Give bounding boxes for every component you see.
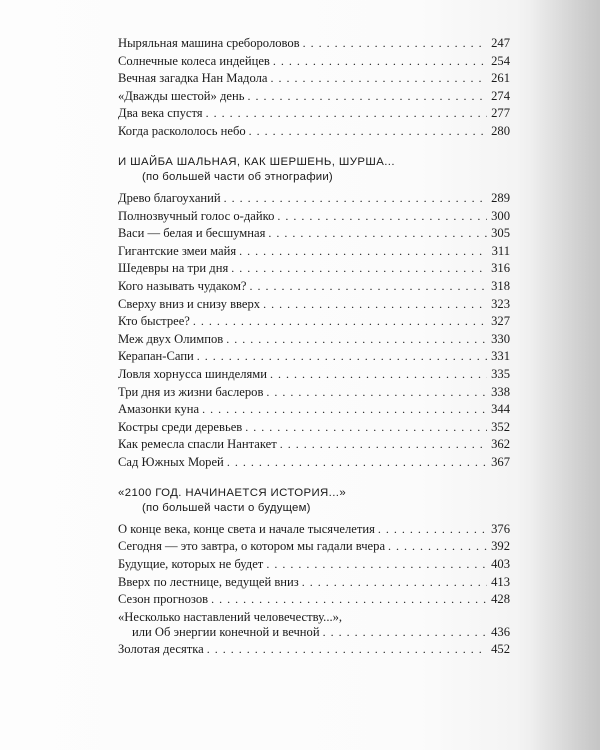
- toc-entry-title: Кто быстрее?: [118, 314, 190, 329]
- leader-dots: [231, 261, 487, 276]
- toc-entry-title-line1: «Несколько наставлений человечеству...»,: [118, 609, 343, 624]
- leader-dots: [303, 36, 487, 51]
- leader-dots: [268, 226, 487, 241]
- toc-entry: [118, 592, 510, 607]
- toc-entry-title: Вечная загадка Нан Мадола: [118, 71, 268, 86]
- toc-entry-title: Шедевры на три дня: [118, 261, 229, 276]
- leader-dots: [302, 575, 487, 590]
- leader-dots: [211, 592, 487, 607]
- toc-entry: [118, 54, 510, 69]
- toc-group-1: [118, 36, 510, 139]
- toc-entry-title: Ловля хорнусса шинделями: [118, 366, 268, 381]
- leader-dots: [270, 367, 487, 382]
- leader-dots: [266, 557, 487, 572]
- toc-entry: [118, 539, 510, 554]
- toc-entry: [118, 420, 510, 435]
- toc-entry-title: Амазонки куна: [118, 402, 200, 417]
- toc-entry-page: 376: [491, 521, 510, 536]
- toc-entry-page: 300: [491, 208, 510, 223]
- toc-entry: [118, 226, 510, 241]
- toc-entry-title: Сверху вниз и снизу вверх: [118, 296, 261, 311]
- toc-entry: [118, 349, 510, 364]
- toc-entry-title: Сад Южных Морей: [118, 454, 224, 469]
- toc-entry-page: 436: [491, 624, 510, 639]
- toc-entry-page: 344: [491, 402, 510, 417]
- toc-entry-page: 413: [491, 574, 510, 589]
- leader-dots: [249, 124, 487, 139]
- toc-group-3: [118, 522, 510, 658]
- toc-entry-page: 305: [491, 226, 510, 241]
- toc-entry-page: 338: [491, 384, 510, 399]
- toc-entry-title: Кого называть чудаком?: [118, 278, 247, 293]
- toc-entry-page: 277: [491, 106, 510, 121]
- leader-dots: [193, 314, 487, 329]
- toc-entry: [118, 71, 510, 86]
- toc-entry-title: Гигантские змеи майя: [118, 243, 237, 258]
- toc-entry: [118, 89, 510, 104]
- toc-entry: [118, 261, 510, 276]
- toc-entry-page: 261: [491, 71, 510, 86]
- toc-entry-page: 280: [491, 123, 510, 138]
- leader-dots: [277, 209, 487, 224]
- toc-entry-title: Когда раскололось небо: [118, 123, 246, 138]
- section-subtitle: (по большей части об этнографии): [142, 170, 333, 183]
- toc-entry: [118, 124, 510, 139]
- toc-entry-page: 323: [491, 296, 510, 311]
- toc-entry-title: Будущие, которых не будет: [118, 557, 264, 572]
- toc-entry-title: Васи — белая и бесшумная: [118, 226, 266, 241]
- toc-entry: [118, 402, 510, 417]
- toc-entry: [118, 191, 510, 206]
- section-heading-future: [118, 486, 510, 516]
- toc-entry-title: Меж двух Олимпов: [118, 331, 224, 346]
- leader-dots: [245, 420, 487, 435]
- leader-dots: [206, 106, 487, 121]
- leader-dots: [280, 437, 487, 452]
- leader-dots: [388, 539, 487, 554]
- toc-entry-page: 274: [491, 88, 510, 103]
- toc-entry: [118, 36, 510, 51]
- leader-dots: [227, 455, 487, 470]
- toc-entry: [118, 522, 510, 537]
- leader-dots: [239, 244, 487, 259]
- toc-entry-page: 428: [491, 592, 510, 607]
- toc-entry-page: 311: [491, 243, 510, 258]
- toc-entry-title: Полнозвучный голос о-дайко: [118, 208, 275, 223]
- toc-entry: [118, 437, 510, 452]
- section-title: И ШАЙБА ШАЛЬНАЯ, КАК ШЕРШЕНЬ, ШУРША...: [118, 155, 395, 168]
- leader-dots: [270, 71, 487, 86]
- toc-entry-page: 403: [491, 557, 510, 572]
- toc-entry-title: «Дважды шестой» день: [118, 88, 245, 103]
- leader-dots: [224, 191, 487, 206]
- leader-dots: [247, 89, 487, 104]
- toc-entry-page: 247: [491, 36, 510, 50]
- leader-dots: [266, 385, 487, 400]
- section-title: «2100 ГОД. НАЧИНАЕТСЯ ИСТОРИЯ...»: [118, 486, 347, 499]
- leader-dots: [197, 349, 487, 364]
- toc-entry-title: Ныряльная машина сребороловов: [118, 36, 300, 50]
- toc-entry-title: Солнечные колеса индейцев: [118, 53, 270, 68]
- toc-entry-page: 392: [491, 539, 510, 554]
- toc-entry: [118, 244, 510, 259]
- toc-entry-page: 352: [491, 419, 510, 434]
- toc-entry: [118, 642, 510, 657]
- toc-entry: [118, 367, 510, 382]
- toc-entry: [118, 332, 510, 347]
- leader-dots: [323, 625, 487, 640]
- toc-entry-page: 318: [491, 278, 510, 293]
- toc-entry-line2-row: [118, 625, 510, 640]
- toc-entry-page: 335: [491, 366, 510, 381]
- table-of-contents: [118, 36, 510, 660]
- leader-dots: [202, 402, 487, 417]
- toc-entry: [118, 106, 510, 121]
- leader-dots: [226, 332, 487, 347]
- toc-entry-title: Костры среди деревьев: [118, 419, 243, 434]
- toc-entry-title: Керапан-Сапи: [118, 349, 194, 364]
- toc-entry: [118, 279, 510, 294]
- toc-entry: [118, 455, 510, 470]
- leader-dots: [273, 54, 487, 69]
- toc-entry-title: Два века спустя: [118, 106, 203, 121]
- toc-entry-title: Как ремесла спасли Нантакет: [118, 437, 277, 452]
- toc-entry: [118, 314, 510, 329]
- toc-group-2: [118, 191, 510, 470]
- toc-entry: [118, 557, 510, 572]
- leader-dots: [250, 279, 487, 294]
- toc-entry-title: Золотая десятка: [118, 642, 204, 657]
- toc-entry-title: Древо благоуханий: [118, 190, 221, 205]
- toc-entry-page: 316: [491, 261, 510, 276]
- toc-entry-title: Три дня из жизни баслеров: [118, 384, 264, 399]
- toc-entry-title: О конце века, конце света и начале тысячелетия: [118, 521, 375, 536]
- section-heading-ethnography: [118, 155, 510, 185]
- leader-dots: [378, 522, 487, 537]
- leader-dots: [207, 642, 487, 657]
- toc-entry-title-line2: или Об энергии конечной и вечной: [132, 624, 320, 639]
- leader-dots: [263, 297, 487, 312]
- toc-entry-page: 362: [491, 437, 510, 452]
- toc-entry-page: 331: [491, 349, 510, 364]
- toc-entry-page: 330: [491, 331, 510, 346]
- toc-entry-page: 367: [491, 454, 510, 469]
- toc-entry-title: Сегодня — это завтра, о котором мы гадали вчера: [118, 539, 386, 554]
- toc-entry-title: Вверх по лестнице, ведущей вниз: [118, 574, 299, 589]
- toc-entry-title: Сезон прогнозов: [118, 592, 209, 607]
- section-subtitle: (по большей части о будущем): [142, 501, 311, 514]
- toc-entry: [118, 297, 510, 312]
- toc-entry-page: 327: [491, 314, 510, 329]
- toc-entry-page: 289: [491, 190, 510, 205]
- toc-entry: [118, 209, 510, 224]
- toc-entry-page: 254: [491, 53, 510, 68]
- toc-entry: [118, 385, 510, 400]
- toc-entry: [118, 575, 510, 590]
- toc-entry-two-line: [118, 610, 510, 640]
- toc-entry-page: 452: [491, 642, 510, 657]
